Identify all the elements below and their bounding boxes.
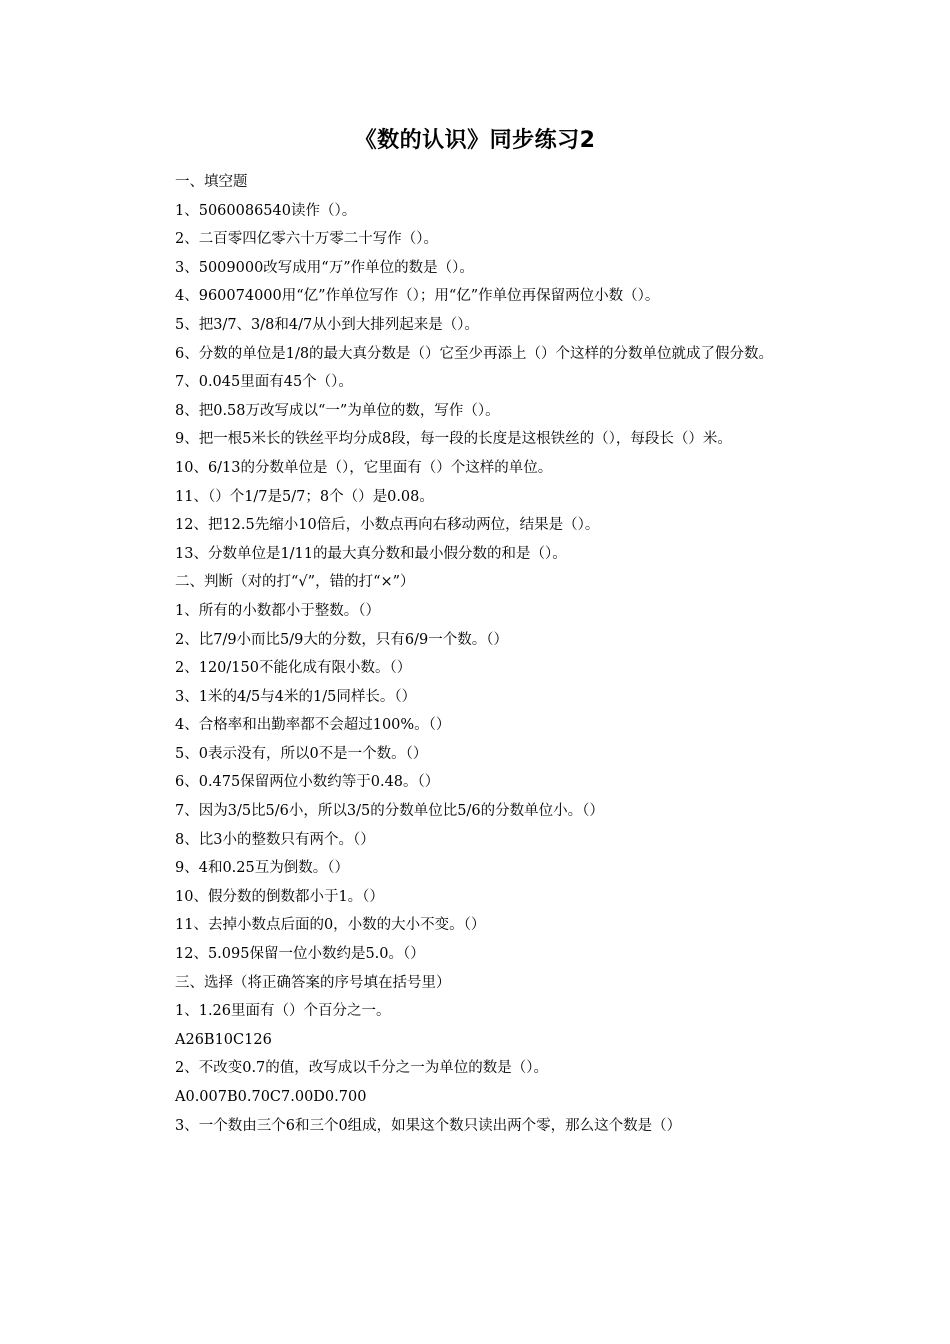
judge-item-12: 11、去掉小数点后面的0，小数的大小不变。（） [175,917,486,934]
choice-options-2: A0.007B0.70C7.00D0.700 [175,1089,367,1105]
choice-item-3: 3、一个数由三个6和三个0组成，如果这个数只读出两个零，那么这个数是（） [175,1117,682,1134]
judge-item-13: 12、5.095保留一位小数约是5.0。（） [175,946,425,963]
judge-item-8: 7、因为3/5比5/6小，所以3/5的分数单位比5/6的分数单位小。（） [175,803,604,820]
fill-item-6: 6、分数的单位是1/8的最大真分数是（）它至少再添上（）个这样的分数单位就成了假分数。 [175,345,774,362]
fill-item-13: 13、分数单位是1/11的最大真分数和最小假分数的和是（）。 [175,545,567,562]
fill-item-2: 2、二百零四亿零六十万零二十写作（）。 [175,231,438,248]
fill-item-4: 4、960074000用“亿”作单位写作（）；用“亿”作单位再保留两位小数（）。 [175,288,660,305]
section-heading-judge: 二、判断（对的打“√”，错的打“×”） [175,574,415,591]
fill-item-10: 10、6/13的分数单位是（），它里面有（）个这样的单位。 [175,459,553,476]
fill-item-12: 12、把12.5先缩小10倍后，小数点再向右移动两位，结果是（）。 [175,517,600,534]
judge-item-7: 6、0.475保留两位小数约等于0.48。（） [175,774,440,791]
judge-item-3: 2、120/150不能化成有限小数。（） [175,660,412,677]
fill-item-11: 11、（）个1/7是5/7；8个（）是0.08。 [175,488,434,505]
section-heading-choice: 三、选择（将正确答案的序号填在括号里） [175,974,451,991]
fill-item-9: 9、把一根5米长的铁丝平均分成8段，每一段的长度是这根铁丝的（），每段长（）米。 [175,431,732,448]
judge-item-5: 4、合格率和出勤率都不会超过100%。（） [175,717,451,734]
judge-item-6: 5、0表示没有，所以0不是一个数。（） [175,745,428,762]
choice-item-2: 2、不改变0.7的值，改写成以千分之一为单位的数是（）。 [175,1060,549,1077]
section-heading-fill: 一、填空题 [175,174,248,190]
judge-item-1: 1、所有的小数都小于整数。（） [175,602,380,619]
judge-item-10: 9、4和0.25互为倒数。（） [175,860,349,877]
choice-options-1: A26B10C126 [175,1031,272,1048]
judge-item-2: 2、比7/9小而比5/9大的分数，只有6/9一个数。（） [175,631,508,648]
document-body [145,168,805,1140]
judge-item-4: 3、1米的4/5与4米的1/5同样长。（） [175,688,417,705]
judge-item-9: 8、比3小的整数只有两个。（） [175,831,375,848]
page-title: 《数的认识》同步练习2 [354,128,596,153]
choice-item-1: 1、1.26里面有（）个百分之一。 [175,1003,391,1020]
fill-item-3: 3、5009000改写成用“万”作单位的数是（）。 [175,259,474,276]
fill-item-7: 7、0.045里面有45个（）。 [175,374,353,391]
judge-item-11: 10、假分数的倒数都小于1。（） [175,888,384,905]
fill-item-5: 5、把3/7、3/8和4/7从小到大排列起来是（）。 [175,316,479,333]
fill-item-8: 8、把0.58万改写成以“一”为单位的数，写作（）。 [175,402,500,419]
fill-item-1: 1、5060086540读作（）。 [175,202,357,219]
